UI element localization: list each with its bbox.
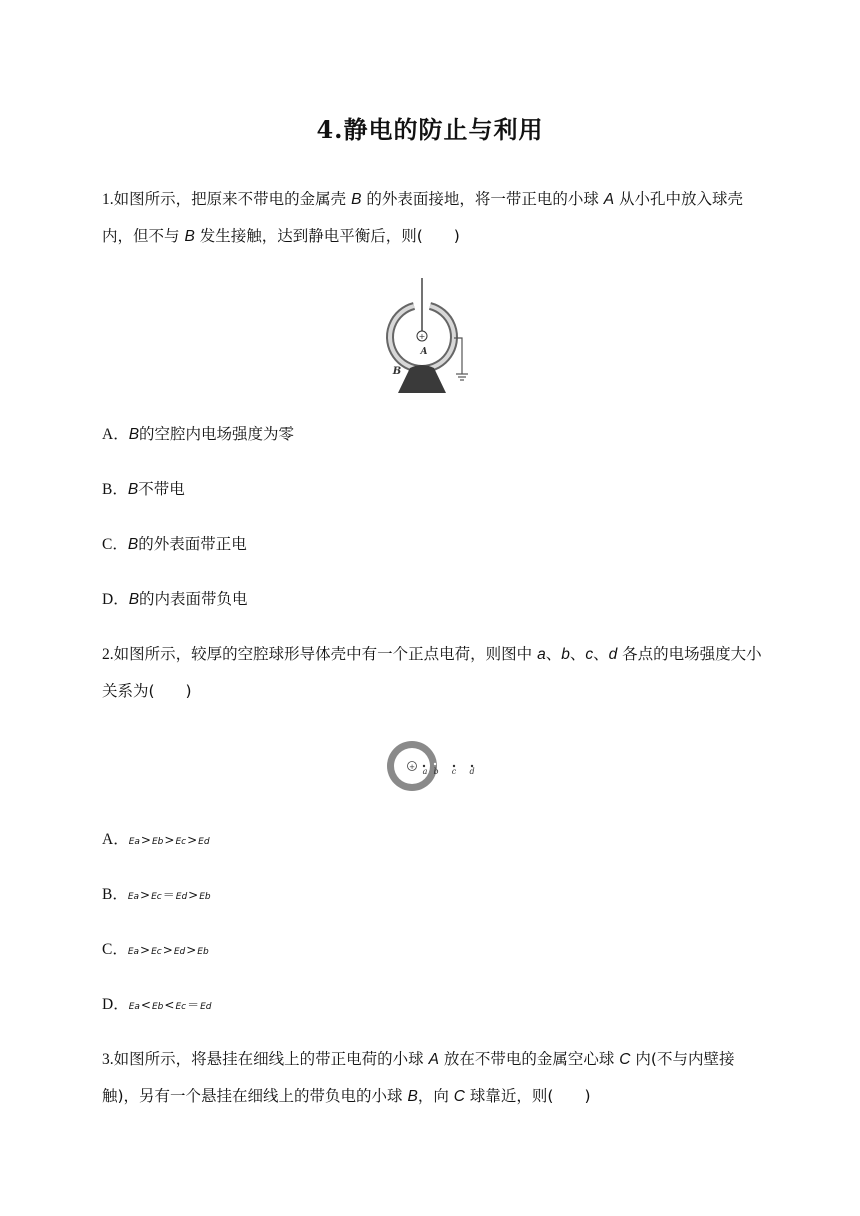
- q2-option-a[interactable]: A．Ea>Eb>Ec>Ed: [102, 831, 210, 848]
- q2-option-d[interactable]: D．Ea<Eb<Ec＝Ed: [102, 996, 212, 1013]
- question-number: 1.: [102, 191, 114, 208]
- page-title: 4.静电的防止与利用: [316, 115, 544, 144]
- ball-a-label: A: [420, 347, 428, 357]
- q1-option-c[interactable]: C．B的外表面带正电: [102, 535, 247, 553]
- shell-b-label: B: [392, 366, 402, 377]
- q1-option-b[interactable]: B．B不带电: [102, 480, 185, 498]
- charge-label: +: [409, 763, 415, 771]
- question-1-stem: 1.如图所示，把原来不带电的金属壳 B 的外表面接地，将一带正电的小球 A 从小孔中放入球壳内，但不与 B 发生接触，达到静电平衡后，则( ): [102, 190, 744, 245]
- question-1-figure: [384, 278, 476, 396]
- question-number: 3.: [102, 1051, 114, 1068]
- question-2-figure: [380, 736, 480, 796]
- charge-label: +: [418, 332, 426, 341]
- q1-option-d[interactable]: D．B的内表面带负电: [102, 590, 248, 608]
- question-2-stem: 2.如图所示，较厚的空腔球形导体壳中有一个正点电荷，则图中 a、b、c、d 各点的电场强度大小关系为( ): [102, 645, 762, 700]
- point-b-label: b: [433, 767, 439, 776]
- q2-option-b[interactable]: B．Ea>Ec＝Ed>Eb: [102, 886, 211, 903]
- point-d-label: d: [469, 767, 475, 776]
- q2-option-c[interactable]: C．Ea>Ec>Ed>Eb: [102, 941, 209, 958]
- point-a-label: a: [422, 767, 428, 776]
- q1-option-a[interactable]: A．B的空腔内电场强度为零: [102, 425, 295, 443]
- question-number: 2.: [102, 646, 114, 663]
- point-c-label: c: [451, 767, 457, 776]
- question-3-stem: 3.如图所示，将悬挂在细线上的带正电荷的小球 A 放在不带电的金属空心球 C 内(不与内壁接触)，另有一个悬挂在细线上的带负电的小球 B，向 C 球靠近，则( ): [102, 1050, 735, 1105]
